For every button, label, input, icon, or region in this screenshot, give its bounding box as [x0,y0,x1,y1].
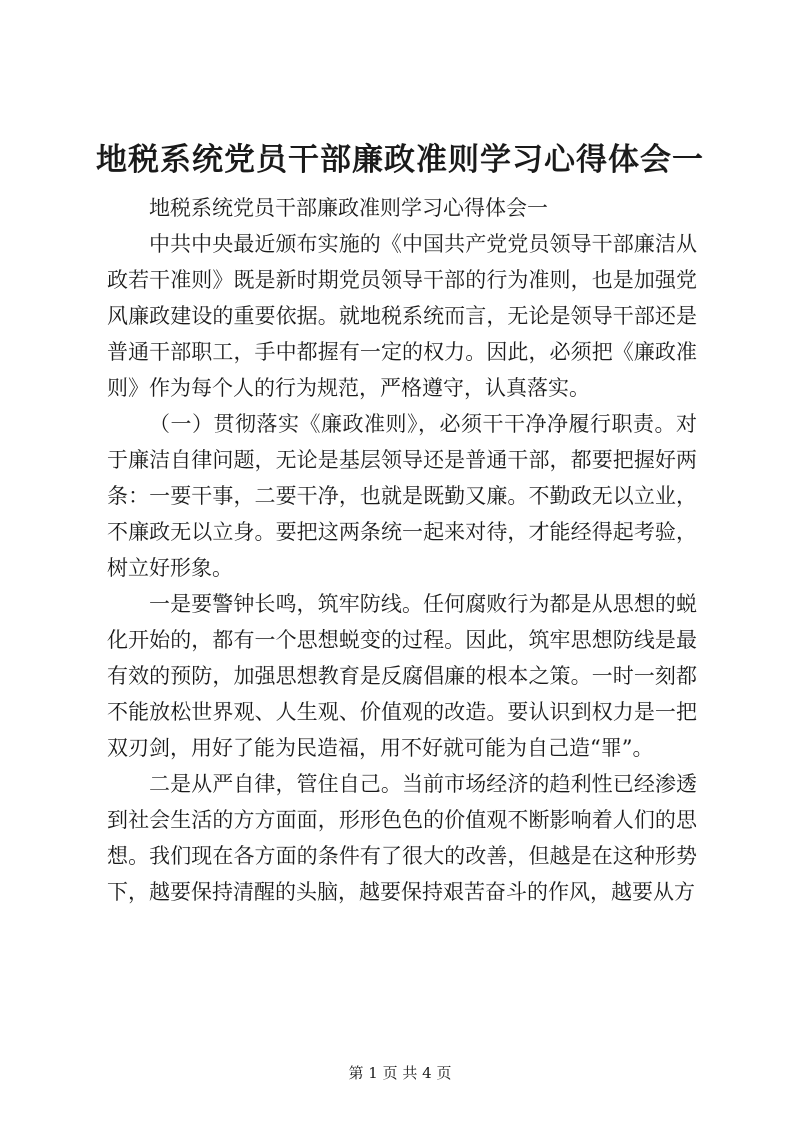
document-title: 地税系统党员干部廉政准则学习心得体会一 [96,142,704,178]
paragraph: （一）贯彻落实《廉政准则》，必须干干净净履行职责。对于廉洁自律问题，无论是基层领导还是普通干部，都要把握好两条：一要干事，二要干净，也就是既勤又廉。不勤政无以立业，不廉政无以立身。要把这两条统一起来对待，才能经得起考验，树立好形象。 [107,412,697,580]
page-footer: 第 1 页 共 4 页 [348,1064,452,1082]
paragraph: 二是从严自律，管住自己。当前市场经济的趋利性已经渗透到社会生活的方方面面，形形色色的价值观不断影响着人们的思想。我们现在各方面的条件有了很大的改善，但越是在这种形势下，越要保持清醒的头脑，越要保持艰苦奋斗的作风，越要从方 [107,772,697,904]
paragraph: 中共中央最近颁布实施的《中国共产党党员领导干部廉洁从政若干准则》既是新时期党员领导干部的行为准则，也是加强党风廉政建设的重要依据。就地税系统而言，无论是领导干部还是普通干部职工，手中都握有一定的权力。因此，必须把《廉政准则》作为每个人的行为规范，严格遵守，认真落实。 [107,232,697,400]
paragraph-subtitle: 地税系统党员干部廉政准则学习心得体会一 [149,196,548,220]
paragraph: 一是要警钟长鸣，筑牢防线。任何腐败行为都是从思想的蜕化开始的，都有一个思想蜕变的过程。因此，筑牢思想防线是最有效的预防，加强思想教育是反腐倡廉的根本之策。一时一刻都不能放松世界观、人生观、价值观的改造。要认识到权力是一把双刃剑，用好了能为民造福，用不好就可能为自己造“罪”。 [107,592,697,760]
document-body [107,190,697,910]
